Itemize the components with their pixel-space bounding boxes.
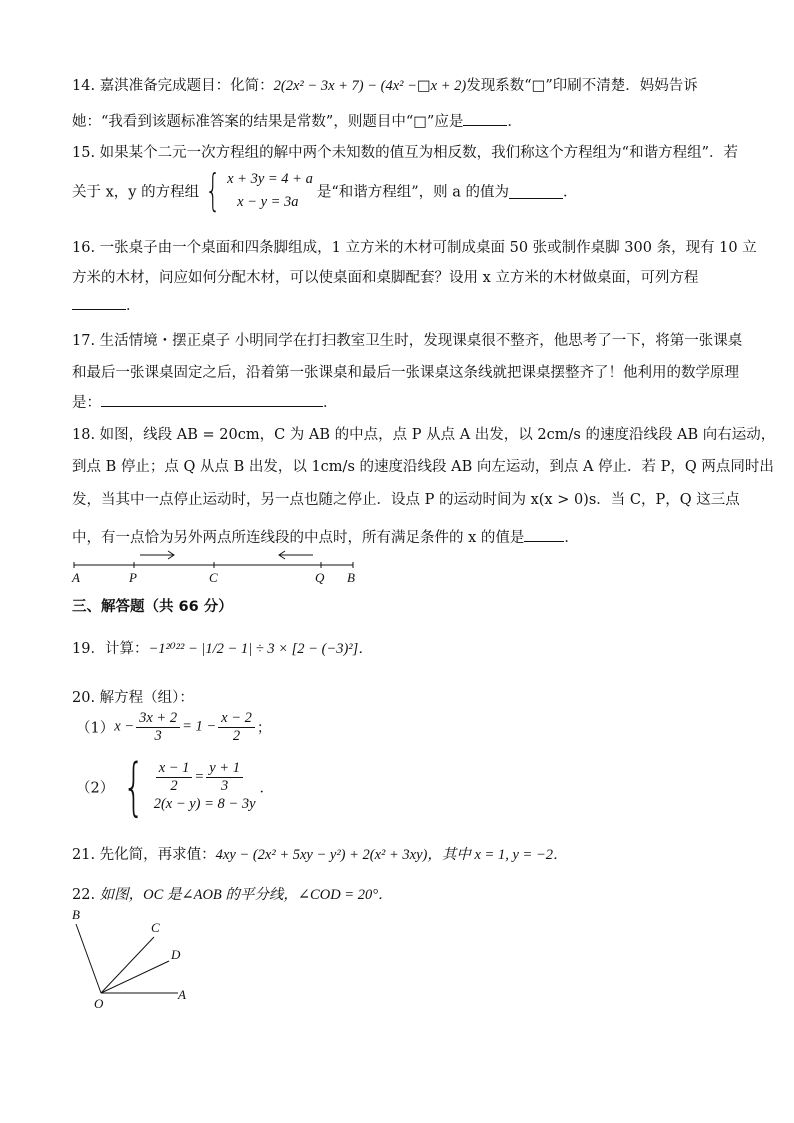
q14-text-2: 她：“我看到该题标准答案的结果是常数”，则题目中“□”应是 xyxy=(72,114,464,130)
label-p: P xyxy=(129,570,137,585)
q20-p2-brace: { xyxy=(123,750,145,823)
q22-angle-figure xyxy=(66,904,206,1014)
q19-label: 计算： xyxy=(104,641,149,657)
q20-part-2 xyxy=(76,750,275,823)
q17-answer-blank[interactable] xyxy=(101,392,323,407)
q17-text-3: 是： xyxy=(72,395,101,411)
q15-eq2: x − y = 3a xyxy=(237,194,299,211)
q18-line-3 xyxy=(72,488,740,509)
ray-ob xyxy=(76,924,101,993)
q21-text: 先化简，再求值： xyxy=(99,847,216,863)
q16-line-1 xyxy=(72,236,757,257)
q14-expr-a: 2(2x² − 3x + 7) − (4x² − xyxy=(273,78,417,94)
q18-line-4 xyxy=(72,526,579,547)
q20-p2-den-2: 3 xyxy=(220,778,229,795)
label-b: B xyxy=(347,570,355,585)
q22-number: 22. xyxy=(72,887,96,903)
q14-end: ． xyxy=(507,114,522,130)
q21-expr: 4xy − (2x² + 5xy − y²) + 2(x² + 3xy) xyxy=(215,847,428,863)
q22-line xyxy=(72,883,393,904)
q18-text-3: 发，当其中一点停止运动时，另一点也随之停止．设点 P 的运动时间为 x(x > 0)s．当 C，P，Q 这三点 xyxy=(72,492,740,508)
q18-end: ． xyxy=(564,530,579,546)
q14-line-1 xyxy=(72,74,698,95)
q20-p1-frac-2 xyxy=(218,710,255,744)
q15-eq1: x + 3y = 4 + a xyxy=(227,171,313,187)
q15-line-2 xyxy=(72,165,578,217)
q19-line xyxy=(72,637,373,658)
q20-p1-den-1: 3 xyxy=(154,727,162,744)
section-3-title: 三、解答题（共 66 分） xyxy=(72,599,233,615)
q19-number: 19． xyxy=(72,641,105,657)
q20-title: 解方程（组）： xyxy=(99,690,194,706)
q20-number: 20. xyxy=(72,690,96,706)
q20-p1-label: （1） xyxy=(76,720,115,737)
q22-text: 如图，OC 是∠AOB 的平分线，∠COD = 20°． xyxy=(99,887,393,903)
q17-line-1 xyxy=(72,329,742,350)
q20-p1-x: x − xyxy=(114,718,135,735)
q17-number: 17. xyxy=(72,333,96,349)
q20-p1-end: ； xyxy=(256,720,272,737)
q18-text-1: 如图，线段 AB = 20cm，C 为 AB 的中点，点 P 从点 A 出发，以 2cm/s 的速度沿线段 AB 向右运动， xyxy=(99,427,776,443)
q15-end: ． xyxy=(563,184,578,201)
q16-answer-blank[interactable] xyxy=(72,295,126,310)
q20-p2-frac-2 xyxy=(206,760,243,794)
ray-oc xyxy=(101,937,154,993)
q20-p1-den-2: 2 xyxy=(232,727,241,744)
q15-brace: { xyxy=(205,165,221,217)
q16-end: ． xyxy=(126,298,141,314)
q14-number: 14. xyxy=(72,78,96,94)
label-b: B xyxy=(72,907,80,922)
q15-line-1 xyxy=(72,141,738,162)
q18-line-1 xyxy=(72,423,775,444)
q20-p2-num-1: x − 1 xyxy=(156,760,193,778)
label-c: C xyxy=(151,920,160,935)
label-d: D xyxy=(171,947,181,962)
q14-box: □ xyxy=(416,78,431,94)
q15-text-1: 如果某个二元一次方程组的解中两个未知数的值互为相反数，我们称这个方程组为“和谐方程组”．若 xyxy=(99,145,738,161)
q17-end: ． xyxy=(323,395,338,411)
label-q: Q xyxy=(315,570,325,585)
q20-p1-frac-1 xyxy=(136,710,180,744)
q15-pre: 关于 x，y 的方程组 xyxy=(72,184,200,201)
q21-line xyxy=(72,843,567,864)
q20-p2-den-1: 2 xyxy=(170,778,178,795)
q18-answer-blank[interactable] xyxy=(524,527,564,542)
q20-p2-eq: = xyxy=(194,769,205,786)
q16-line-2 xyxy=(72,266,698,287)
label-c: C xyxy=(209,570,218,585)
q14-expr-b: x + 2) xyxy=(430,78,467,94)
q16-text-2: 方米的木材，问应如何分配木材，可以使桌面和桌脚配套？设用 x 立方米的木材做桌面，可列方程 xyxy=(72,270,699,286)
q20-p2-num-2: y + 1 xyxy=(206,760,243,778)
q17-line-2 xyxy=(72,361,739,382)
q19-expr: −1²⁰²² − |1/2 − 1| ÷ 3 × [2 − (−3)²]． xyxy=(148,641,373,657)
q15-system xyxy=(227,168,313,214)
q21-cond: ，其中 x = 1, y = −2． xyxy=(427,847,568,863)
q20-p2-label: （2） xyxy=(76,780,115,797)
q20-p2-end: ． xyxy=(259,780,275,797)
ray-od xyxy=(101,961,169,993)
q21-number: 21. xyxy=(72,847,96,863)
q16-line-3 xyxy=(72,294,141,315)
q15-answer-blank[interactable] xyxy=(509,184,563,199)
q20-p2-system xyxy=(154,760,256,813)
q20-p1-num-2: x − 2 xyxy=(218,710,255,728)
q20-p1-mid: = 1 − xyxy=(182,718,217,735)
q17-text-1: 生活情境・摆正桌子 小明同学在打扫教室卫生时，发现课桌很不整齐，他思考了一下，将第一张课桌 xyxy=(99,333,743,349)
q14-text-b: 发现系数“□”印刷不清楚．妈妈告诉 xyxy=(466,78,698,94)
q14-answer-blank[interactable] xyxy=(463,111,507,126)
q18-text-4: 中，有一点恰为另外两点所连线段的中点时，所有满足条件的 x 的值是 xyxy=(72,530,525,546)
q20-p1-num-1: 3x + 2 xyxy=(136,710,180,728)
label-o: O xyxy=(94,996,104,1011)
q20-p2-frac-1 xyxy=(156,760,193,794)
label-a: A xyxy=(72,570,80,585)
q20-p2-eq2: 2(x − y) = 8 − 3y xyxy=(153,795,256,812)
q14-text-a: 嘉淇准备完成题目：化简： xyxy=(99,78,274,94)
q18-segment-figure xyxy=(66,546,366,588)
q18-text-2: 到点 B 停止；点 Q 从点 B 出发，以 1cm/s 的速度沿线段 AB 向左运动，到点 A 停止．若 P，Q 两点同时出 xyxy=(72,459,774,475)
q20-part-1 xyxy=(76,710,271,744)
q16-text-1: 一张桌子由一个桌面和四条脚组成，1 立方米的木材可制成桌面 50 张或制作桌脚 300 条，现有 10 立 xyxy=(99,240,757,256)
q20-title-line xyxy=(72,686,194,707)
q15-number: 15. xyxy=(72,145,96,161)
q18-number: 18. xyxy=(72,427,96,443)
q18-line-2 xyxy=(72,455,774,476)
q14-line-2 xyxy=(72,110,522,131)
q16-number: 16. xyxy=(72,240,96,256)
q17-text-2: 和最后一张课桌固定之后，沿着第一张课桌和最后一张课桌这条线就把课桌摆整齐了！他利用的数学原理 xyxy=(72,365,739,381)
q17-line-3 xyxy=(72,391,338,412)
label-a: A xyxy=(178,987,186,1002)
q15-post: 是“和谐方程组”，则 a 的值为 xyxy=(316,184,510,201)
